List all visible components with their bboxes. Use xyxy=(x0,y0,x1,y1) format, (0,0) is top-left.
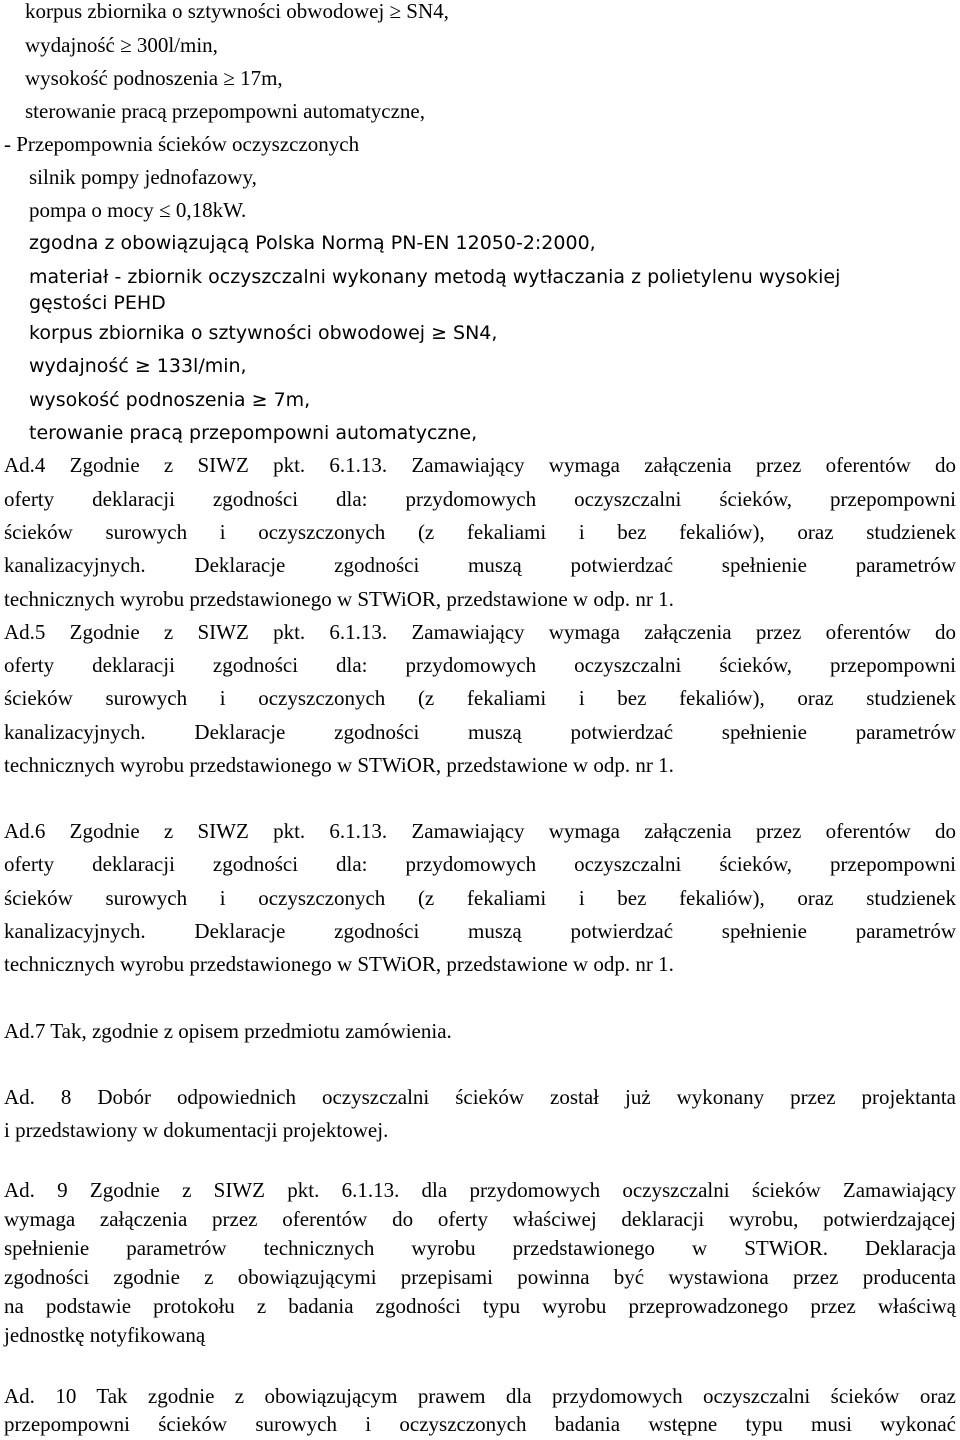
paragraph-line: technicznych wyrobu przedstawionego w STWiOR, przedstawione w odp. nr 1. xyxy=(4,952,674,976)
paragraph-line: kanalizacyjnych. Deklaracje zgodności muszą potwierdzać spełnienie parametrów xyxy=(4,919,956,943)
spec-line: korpus zbiornika o sztywności obwodowej ≥ SN4, xyxy=(25,0,449,23)
paragraph-line: na podstawie protokołu z badania zgodności typu wyrobu przeprowadzonego przez właściwą xyxy=(4,1294,956,1318)
paragraph-line: Ad. 10 Tak zgodnie z obowiązującym prawem dla przydomowych oczyszczalni ścieków oraz xyxy=(4,1384,956,1408)
spec-line: materiał - zbiornik oczyszczalni wykonany metodą wytłaczania z polietylenu wysokiej xyxy=(29,266,841,288)
paragraph-line: Ad. 8 Dobór odpowiednich oczyszczalni ścieków został już wykonany przez projektanta xyxy=(4,1085,956,1109)
spec-line: silnik pompy jednofazowy, xyxy=(29,165,257,189)
paragraph-line: ścieków surowych i oczyszczonych (z fekaliami i bez fekaliów), oraz studzienek xyxy=(4,886,956,910)
spec-heading: - Przepompownia ścieków oczyszczonych xyxy=(4,132,360,156)
paragraph-line: oferty deklaracji zgodności dla: przydomowych oczyszczalni ścieków, przepompowni xyxy=(4,852,956,876)
paragraph-line: Ad.4 Zgodnie z SIWZ pkt. 6.1.13. Zamawiający wymaga załączenia przez oferentów do xyxy=(4,453,956,477)
spec-line: korpus zbiornika o sztywności obwodowej ≥ SN4, xyxy=(29,322,498,344)
paragraph-line: Ad.7 Tak, zgodnie z opisem przedmiotu zamówienia. xyxy=(4,1019,452,1043)
paragraph-line: jednostkę notyfikowaną xyxy=(4,1323,206,1347)
spec-line: wysokość podnoszenia ≥ 7m, xyxy=(29,389,311,411)
spec-line: pompa o mocy ≤ 0,18kW. xyxy=(29,198,247,222)
spec-line: wydajność ≥ 133l/min, xyxy=(29,355,247,377)
paragraph-line: kanalizacyjnych. Deklaracje zgodności muszą potwierdzać spełnienie parametrów xyxy=(4,720,956,744)
paragraph-line: zgodności zgodnie z obowiązującymi przepisami powinna być wystawiona przez producenta xyxy=(4,1265,956,1289)
paragraph-line: technicznych wyrobu przedstawionego w STWiOR, przedstawione w odp. nr 1. xyxy=(4,587,674,611)
paragraph-line: ścieków surowych i oczyszczonych (z fekaliami i bez fekaliów), oraz studzienek xyxy=(4,520,956,544)
paragraph-line: Ad. 9 Zgodnie z SIWZ pkt. 6.1.13. dla przydomowych oczyszczalni ścieków Zamawiający xyxy=(4,1178,956,1202)
paragraph-line: Ad.5 Zgodnie z SIWZ pkt. 6.1.13. Zamawiający wymaga załączenia przez oferentów do xyxy=(4,620,956,644)
paragraph-line: ścieków surowych i oczyszczonych (z fekaliami i bez fekaliów), oraz studzienek xyxy=(4,686,956,710)
spec-line: wydajność ≥ 300l/min, xyxy=(25,33,218,57)
spec-line: zgodna z obowiązującą Polska Normą PN-EN 12050-2:2000, xyxy=(29,232,596,254)
paragraph-line: oferty deklaracji zgodności dla: przydomowych oczyszczalni ścieków, przepompowni xyxy=(4,653,956,677)
spec-line: sterowanie pracą przepompowni automatyczne, xyxy=(25,99,425,123)
paragraph-line: wymaga załączenia przez oferentów do oferty właściwej deklaracji wyrobu, potwierdzającej xyxy=(4,1207,956,1231)
paragraph-line: kanalizacyjnych. Deklaracje zgodności muszą potwierdzać spełnienie parametrów xyxy=(4,553,956,577)
spec-line: wysokość podnoszenia ≥ 17m, xyxy=(25,66,283,90)
spec-line: terowanie pracą przepompowni automatyczne, xyxy=(29,422,478,444)
paragraph-line: spełnienie parametrów technicznych wyrobu przedstawionego w STWiOR. Deklaracja xyxy=(4,1236,956,1260)
paragraph-line: oferty deklaracji zgodności dla: przydomowych oczyszczalni ścieków, przepompowni xyxy=(4,487,956,511)
paragraph-line: Ad.6 Zgodnie z SIWZ pkt. 6.1.13. Zamawiający wymaga załączenia przez oferentów do xyxy=(4,819,956,843)
spec-line: gęstości PEHD xyxy=(29,292,166,314)
paragraph-line: przepompowni ścieków surowych i oczyszczonych badania wstępne typu musi wykonać xyxy=(4,1412,956,1436)
paragraph-line: technicznych wyrobu przedstawionego w STWiOR, przedstawione w odp. nr 1. xyxy=(4,753,674,777)
paragraph-line: i przedstawiony w dokumentacji projektowej. xyxy=(4,1118,389,1142)
